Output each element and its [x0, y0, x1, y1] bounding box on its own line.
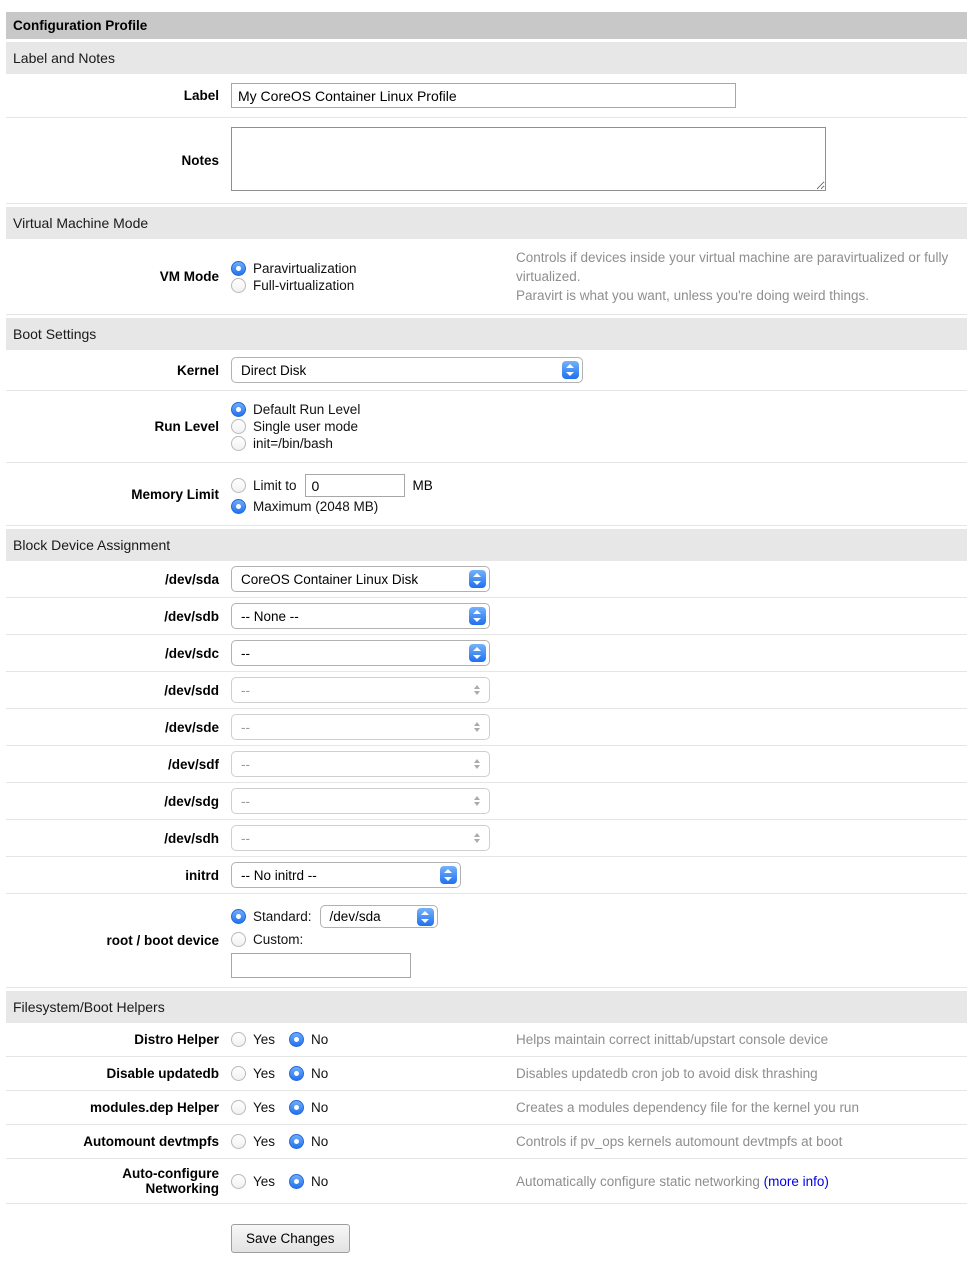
field-row-kernel	[6, 350, 967, 391]
dev-sda-select[interactable]: CoreOS Container Linux Disk	[231, 566, 490, 592]
select-stepper-icon	[562, 361, 579, 379]
field-row-dev-sdh	[6, 820, 967, 857]
radio-custom-device[interactable]	[231, 932, 246, 947]
automount-devtmpfs-help-text: Controls if pv_ops kernels automount devtmpfs at boot	[516, 1134, 843, 1149]
dev-sdd-label: /dev/sdd	[164, 682, 219, 698]
label-field-label: Label	[183, 88, 219, 103]
networking-help-text: Automatically configure static networking (more info)	[516, 1173, 829, 1189]
field-row-run-level	[6, 391, 967, 463]
dev-sde-label: /dev/sde	[164, 719, 219, 735]
dev-sda-label: /dev/sda	[164, 571, 219, 587]
initrd-select[interactable]: -- No initrd --	[231, 862, 461, 888]
radio-init-bash[interactable]	[231, 436, 246, 451]
radio-single-user-mode[interactable]	[231, 419, 246, 434]
vm-mode-option-paravirtualization[interactable]: Paravirtualization	[231, 261, 516, 276]
field-row-dev-sdc	[6, 635, 967, 672]
field-row-initrd	[6, 857, 967, 894]
radio-automount-yes[interactable]	[231, 1134, 246, 1149]
dev-sdg-select: --	[231, 788, 490, 814]
initrd-label: initrd	[185, 867, 219, 883]
radio-maximum-memory[interactable]	[231, 499, 246, 514]
field-row-dev-sdb	[6, 598, 967, 635]
field-row-dev-sdg	[6, 783, 967, 820]
modules-dep-helper-label: modules.dep Helper	[89, 1100, 219, 1115]
dev-sdb-select[interactable]: -- None --	[231, 603, 490, 629]
field-row-dev-sdf	[6, 746, 967, 783]
save-changes-button[interactable]: Save Changes	[231, 1224, 350, 1253]
distro-helper-label: Distro Helper	[134, 1032, 219, 1047]
notes-field-label: Notes	[181, 153, 219, 168]
select-stepper-icon	[417, 908, 434, 926]
dev-sdf-label: /dev/sdf	[167, 756, 219, 772]
field-row-auto-configure-networking: Auto-configure Networking Yes No Automatically configure static networking (more info)	[6, 1159, 967, 1204]
field-row-dev-sda	[6, 561, 967, 598]
select-stepper-icon	[469, 681, 486, 699]
radio-full-virtualization[interactable]	[231, 278, 246, 293]
field-row-modules-dep-helper: modules.dep Helper Yes No Creates a modules dependency file for the kernel you run	[6, 1091, 967, 1125]
field-row-notes	[6, 118, 967, 204]
memory-limit-option-maximum[interactable]: Maximum (2048 MB)	[231, 499, 433, 514]
run-level-option-default[interactable]: Default Run Level	[231, 402, 360, 417]
configuration-profile-form	[6, 12, 967, 1281]
radio-paravirtualization[interactable]	[231, 261, 246, 276]
memory-limit-input[interactable]	[305, 474, 405, 497]
select-stepper-icon	[469, 607, 486, 625]
run-level-option-single-user[interactable]: Single user mode	[231, 419, 360, 434]
radio-modules-dep-no[interactable]	[289, 1100, 304, 1115]
disable-updatedb-help-text: Disables updatedb cron job to avoid disk thrashing	[516, 1066, 818, 1081]
vm-mode-help-text: Controls if devices inside your virtual machine are paravirtualized or fully virtualized. Paravirt is what you want, unless you're doing weird things.	[516, 250, 949, 303]
select-stepper-icon	[469, 829, 486, 847]
select-stepper-icon	[469, 792, 486, 810]
field-row-disable-updatedb: Disable updatedb Yes No Disables updatedb cron job to avoid disk thrashing	[6, 1057, 967, 1091]
memory-limit-unit: MB	[412, 478, 433, 493]
label-input[interactable]	[231, 83, 736, 108]
run-level-label: Run Level	[154, 419, 219, 434]
section-virtual-machine-mode: Virtual Machine Mode	[6, 207, 967, 239]
dev-sdg-label: /dev/sdg	[164, 793, 219, 809]
root-device-option-custom[interactable]: Custom:	[231, 932, 438, 947]
save-row	[6, 1204, 967, 1281]
section-label-and-notes: Label and Notes	[6, 42, 967, 74]
dev-sde-select: --	[231, 714, 490, 740]
dev-sdh-select: --	[231, 825, 490, 851]
field-row-vm-mode	[6, 239, 967, 315]
kernel-select[interactable]: Direct Disk	[231, 357, 583, 383]
radio-standard-device[interactable]	[231, 909, 246, 924]
notes-textarea[interactable]	[231, 127, 826, 191]
dev-sdh-label: /dev/sdh	[164, 830, 219, 846]
distro-helper-help-text: Helps maintain correct inittab/upstart console device	[516, 1032, 829, 1047]
root-boot-device-label: root / boot device	[106, 933, 219, 948]
kernel-label: Kernel	[176, 362, 219, 378]
auto-configure-networking-label: Auto-configure Networking	[122, 1166, 219, 1196]
field-row-label	[6, 74, 967, 118]
radio-distro-helper-yes[interactable]	[231, 1032, 246, 1047]
radio-networking-no[interactable]	[289, 1174, 304, 1189]
vm-mode-label: VM Mode	[159, 269, 219, 284]
field-row-memory-limit	[6, 463, 967, 526]
modules-dep-help-text: Creates a modules dependency file for the kernel you run	[516, 1100, 859, 1115]
section-block-device-assignment: Block Device Assignment	[6, 529, 967, 561]
memory-limit-option-limit-to[interactable]: Limit to 0 MB	[231, 474, 433, 497]
radio-limit-to[interactable]	[231, 478, 246, 493]
field-row-dev-sdd	[6, 672, 967, 709]
radio-disable-updatedb-yes[interactable]	[231, 1066, 246, 1081]
memory-limit-label: Memory Limit	[131, 486, 219, 502]
field-row-automount-devtmpfs: Automount devtmpfs Yes No Controls if pv_ops kernels automount devtmpfs at boot	[6, 1125, 967, 1159]
radio-default-run-level[interactable]	[231, 402, 246, 417]
section-filesystem-boot-helpers: Filesystem/Boot Helpers	[6, 991, 967, 1023]
automount-devtmpfs-label: Automount devtmpfs	[83, 1134, 219, 1149]
section-boot-settings: Boot Settings	[6, 318, 967, 350]
radio-automount-no[interactable]	[289, 1134, 304, 1149]
dev-sdf-select: --	[231, 751, 490, 777]
more-info-link[interactable]: (more info)	[763, 1173, 829, 1189]
select-stepper-icon	[440, 866, 457, 884]
select-stepper-icon	[469, 755, 486, 773]
custom-device-input[interactable]	[231, 953, 411, 978]
field-row-root-boot-device	[6, 894, 967, 988]
standard-device-select[interactable]: /dev/sda	[320, 905, 438, 928]
radio-distro-helper-no[interactable]	[289, 1032, 304, 1047]
radio-modules-dep-yes[interactable]	[231, 1100, 246, 1115]
dev-sdc-select[interactable]: --	[231, 640, 490, 666]
vm-mode-option-full-virtualization[interactable]: Full-virtualization	[231, 278, 516, 293]
select-stepper-icon	[469, 718, 486, 736]
radio-disable-updatedb-no[interactable]	[289, 1066, 304, 1081]
page-title: Configuration Profile	[6, 12, 967, 39]
dev-sdb-label: /dev/sdb	[164, 608, 219, 624]
field-row-dev-sde	[6, 709, 967, 746]
field-row-distro-helper: Distro Helper Yes No Helps maintain correct inittab/upstart console device	[6, 1023, 967, 1057]
root-device-option-standard[interactable]: Standard: /dev/sda	[231, 905, 438, 928]
select-stepper-icon	[469, 570, 486, 588]
run-level-option-init-bash[interactable]: init=/bin/bash	[231, 436, 360, 451]
disable-updatedb-label: Disable updatedb	[106, 1066, 219, 1081]
dev-sdc-label: /dev/sdc	[164, 645, 219, 661]
select-stepper-icon	[469, 644, 486, 662]
radio-networking-yes[interactable]	[231, 1174, 246, 1189]
dev-sdd-select: --	[231, 677, 490, 703]
